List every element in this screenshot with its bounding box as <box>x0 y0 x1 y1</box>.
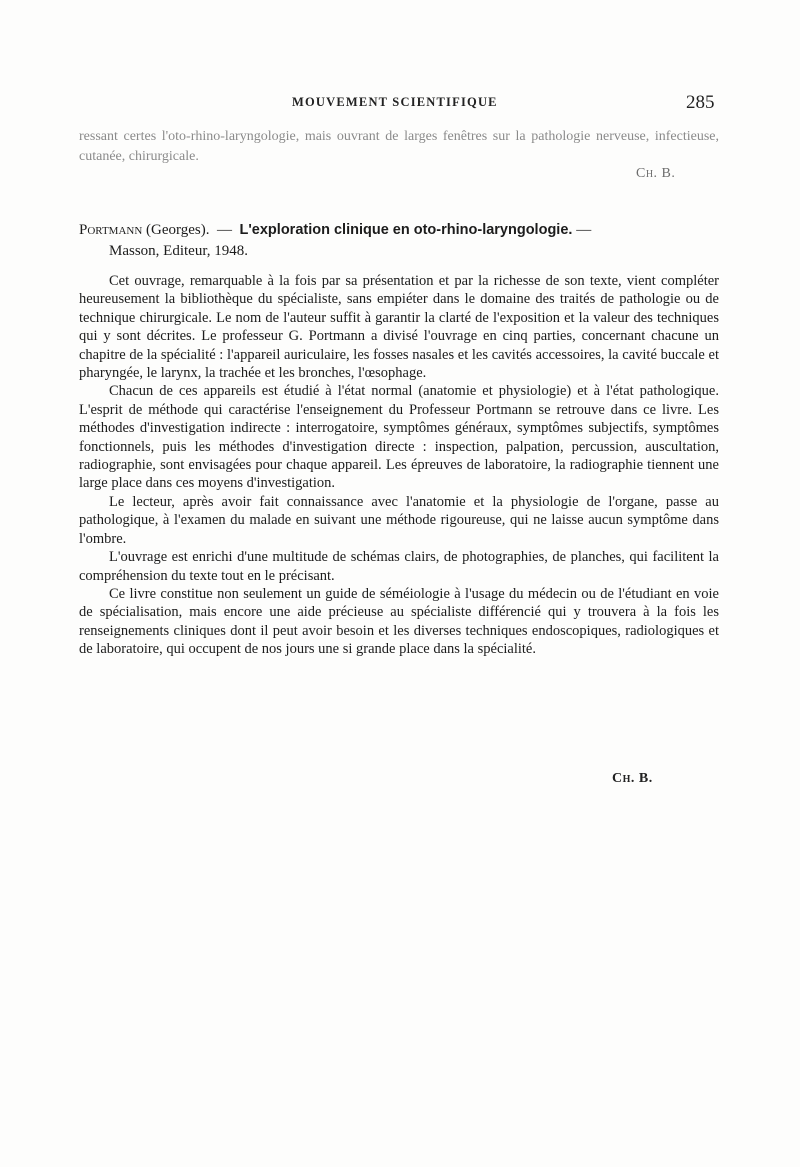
review-paragraph: Ce livre constitue non seulement un guide de séméiologie à l'usage du médecin ou de l'étudiant en voie de spécialisation, mais encore une aide précieuse au spécialiste différencié qui y trouvera à la fois les renseignements cliniques dont il peut avoir besoin et les diverses techniques endoscopiques, radiologiques et de laboratoire, qui occupent de nos jours une si grande place dans la spécialité. <box>79 585 719 658</box>
review-author: Portmann <box>79 222 143 238</box>
running-title: MOUVEMENT SCIENTIFIQUE <box>292 95 498 109</box>
review-signature: Ch. B. <box>612 771 653 786</box>
previous-review-signature: Ch. B. <box>636 166 676 181</box>
review-paragraph: Chacun de ces appareils est étudié à l'état normal (anatomie et physiologie) et à l'état pathologique. L'esprit de méthode qui caractérise l'enseignement du Professeur Portmann se retrouve dans ce livre. Les méthodes d'investigation indirecte : interrogatoire, symptômes généraux, symptômes subjectifs, symptômes fonctionnels, puis les méthodes d'investigation directe : inspection, palpation, percussion, auscultation, radiographie, sont envisagées pour chaque appareil. Les épreuves de laboratoire, la radiographie tiennent une large place dans ces moyens d'investigation. <box>79 383 719 492</box>
running-header <box>0 92 800 115</box>
review-dash-end: — <box>576 222 592 238</box>
review-paragraph: Le lecteur, après avoir fait connaissance avec l'anatomie et la physiologie de l'organe, passe au pathologique, à l'examen du malade en suivant une méthode rigoureuse, qui ne laisse aucun symptôme dans l'ombre. <box>79 493 719 547</box>
review-dash: — <box>217 222 232 238</box>
review-heading <box>79 220 719 262</box>
review-title: L'exploration clinique en oto-rhino-laryngologie. <box>239 222 573 238</box>
page-number: 285 <box>686 92 715 113</box>
review-paragraph: Cet ouvrage, remarquable à la fois par sa présentation et par la richesse de son texte, vient compléter heureusement la bibliothèque du spécialiste, sans empiéter dans le domaine des traités de pathologie ou de technique chirurgicale. Le nom de l'auteur suffit à garantir la clarté de l'exposition et la valeur des techniques qui y sont décrites. Le professeur G. Portmann a divisé l'ouvrage en cinq parties, concernant chacune un chapitre de la spécialité : l'appareil auriculaire, les fosses nasales et les cavités accessoires, la cavité buccale et pharyngée, le larynx, la trachée et les bronches, l'œsophage. <box>79 273 719 382</box>
review-author-first-name: (Georges). <box>146 222 210 238</box>
review-paragraph: L'ouvrage est enrichi d'une multitude de schémas clairs, de photographies, de planches, qui facilitent la compréhension du texte tout en le précisant. <box>79 549 719 584</box>
review-body <box>79 272 719 659</box>
previous-review-text: ressant certes l'oto-rhino-laryngologie, mais ouvrant de larges fenêtres sur la pathologie nerveuse, infectieuse, cutanée, chirurgicale. <box>79 129 719 164</box>
previous-review-ending <box>79 127 719 167</box>
review-publisher: Masson, Editeur, 1948. <box>109 243 248 259</box>
